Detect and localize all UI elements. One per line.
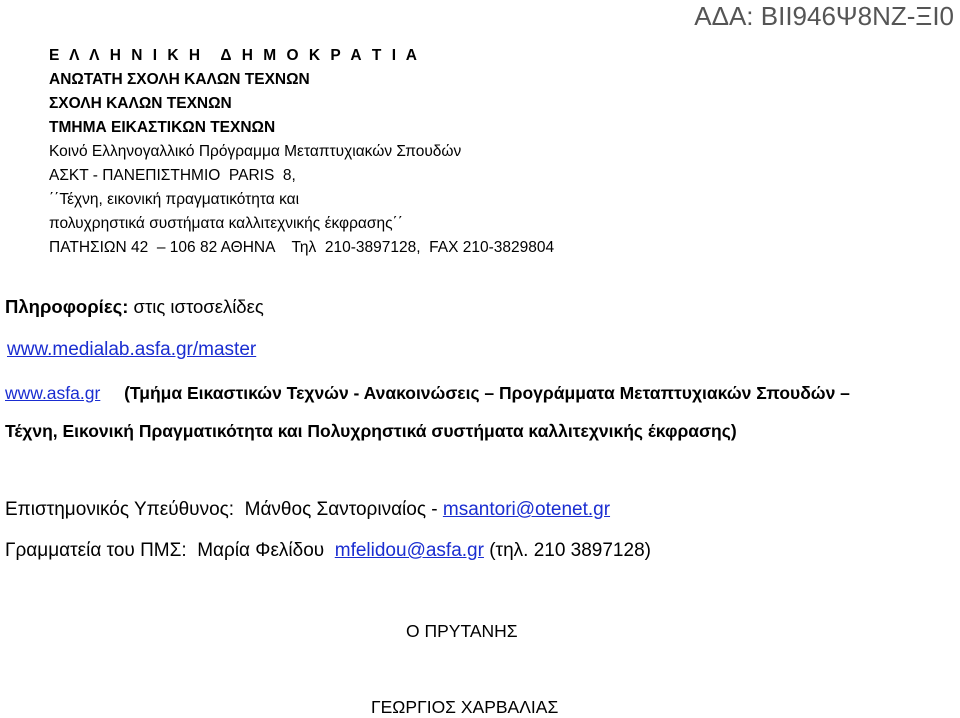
link-line-1 — [7, 339, 256, 361]
secretariat-phone: (τηλ. 210 3897128) — [483, 540, 651, 561]
address-line: ΠΑΤΗΣΙΩΝ 42 – 106 82 ΑΘΗΝΑ Τηλ 210-3897128, FAX 210-3829804 — [49, 239, 555, 256]
medialab-link[interactable]: www.medialab.asfa.gr/master — [7, 339, 257, 360]
secretariat-line — [5, 540, 651, 562]
signature-title: Ο ΠΡΥΤΑΝΗΣ — [406, 621, 518, 641]
info-line — [5, 296, 264, 318]
program-title-line2: πολυχρηστικά συστήματα καλλιτεχνικής έκφρασης΄΄ — [49, 215, 403, 232]
info-label: Πληροφορίες: — [5, 296, 129, 317]
school-name: ΑΝΩΤΑΤΗ ΣΧΟΛΗ ΚΑΛΩΝ ΤΕΧΝΩΝ — [49, 71, 310, 88]
country-line — [49, 44, 554, 68]
department-name: ΤΜΗΜΑ ΕΙΚΑΣΤΙΚΩΝ ΤΕΧΝΩΝ — [49, 119, 276, 136]
asfa-description-line2: Τέχνη, Εικονική Πραγματικότητα και Πολυχρηστικά συστήματα καλλιτεχνικής έκφρασης) — [5, 421, 737, 441]
program-title-line1: ΄΄Τέχνη, εικονική πραγματικότητα και — [49, 191, 300, 208]
signature-name: ΓΕΩΡΓΙΟΣ ΧΑΡΒΑΛΙΑΣ — [371, 697, 559, 717]
institution-header — [49, 44, 554, 260]
faculty-name: ΣΧΟΛΗ ΚΑΛΩΝ ΤΕΧΝΩΝ — [49, 95, 232, 112]
scientific-lead-label: Επιστημονικός Υπεύθυνος: Μάνθος Σαντοριναίος - — [5, 499, 443, 520]
secretariat-label: Γραμματεία του ΠΜΣ: Μαρία Φελίδου — [5, 540, 335, 561]
scientific-lead-email[interactable]: msantori@otenet.gr — [442, 499, 611, 520]
scientific-lead-line — [5, 499, 610, 521]
ada-code: ΑΔΑ: ΒΙΙ946Ψ8ΝΖ-ΞΙ0 — [694, 1, 954, 31]
asfa-description: (Τμήμα Εικαστικών Τεχνών - Ανακοινώσεις – Προγράμματα Μεταπτυχιακών Σπουδών – — [124, 383, 850, 403]
country-word-b: Δ Η Μ Ο Κ Ρ Α Τ Ι Α — [220, 47, 420, 64]
secretariat-email[interactable]: mfelidou@asfa.gr — [334, 540, 484, 561]
link-line-2 — [5, 383, 850, 404]
asfa-link[interactable]: www.asfa.gr — [5, 383, 101, 403]
partner-line: ΑΣΚΤ - ΠΑΝΕΠΙΣΤΗΜΙΟ PARIS 8, — [49, 167, 296, 184]
program-name: Κοινό Ελληνογαλλικό Πρόγραμμα Μεταπτυχιακών Σπουδών — [49, 143, 462, 160]
country-word-a: Ε Λ Λ Η Ν Ι Κ Η — [49, 47, 204, 64]
info-text: στις ιστοσελίδες — [128, 296, 264, 317]
